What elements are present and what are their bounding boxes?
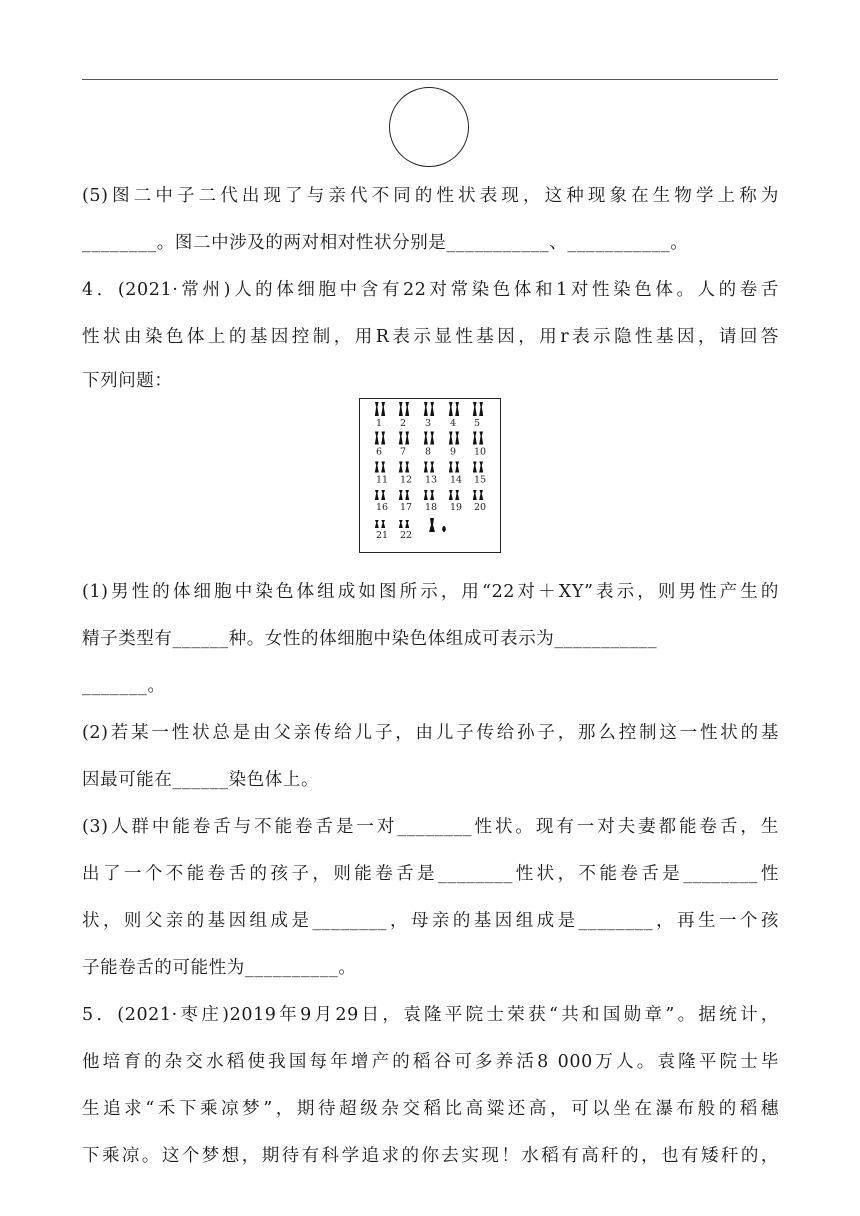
- chromosome-number: 3: [425, 418, 432, 429]
- question-4-1-line-1: (1)男性的体细胞中染色体组成如图所示，用“22对＋XY”表示，则男性产生的: [82, 582, 779, 602]
- chromosome-pair: [449, 462, 459, 473]
- top-rule: [82, 79, 778, 80]
- chromosome-pair: [424, 490, 434, 500]
- chromosome-number: 19: [450, 502, 463, 513]
- chromosome-number: 20: [474, 502, 487, 513]
- chromosome-number: 15: [474, 474, 487, 486]
- question-5-line-2: 他培育的杂交水稻使我国每年增产的稻谷可多养活8 000万人。袁隆平院士毕: [82, 1052, 779, 1072]
- chromosome-number: 9: [450, 446, 457, 458]
- question-4-3-line-3: 状，则父亲的基因组成是________，母亲的基因组成是________，再生一个孩: [82, 911, 779, 931]
- question-5-line-1: 5．(2021·枣庄)2019年9月29日，袁隆平院士荣获“共和国勋章”。据统计，: [82, 1005, 779, 1025]
- blank-circle-figure: [389, 87, 469, 167]
- chromosome-pair: [375, 462, 385, 473]
- chromosome-pair: [375, 490, 385, 500]
- question-4-3-line-4: 子能卷舌的可能性为__________。: [82, 958, 357, 978]
- chromosome-pair: [399, 402, 409, 416]
- chromosome-number: 2: [400, 418, 407, 429]
- question-4-2-line-1: (2)若某一性状总是由父亲传给儿子，由儿子传给孙子，那么控制这一性状的基: [82, 723, 779, 743]
- chromosome-pair: [375, 432, 385, 445]
- chromosome-pair: [449, 432, 459, 445]
- chromosome-number: 18: [425, 502, 438, 513]
- chromosome-number: 14: [450, 474, 463, 486]
- question-4-line-1: 4．(2021·常州)人的体细胞中含有22对常染色体和1对性染色体。人的卷舌: [82, 280, 779, 300]
- chromosome-pair: [424, 462, 434, 473]
- chromosome-number: 12: [400, 474, 413, 486]
- y-chromosome: [442, 526, 446, 532]
- chromosome-number: 16: [376, 502, 389, 513]
- chromosome-number: 21: [376, 530, 389, 541]
- chromosome-pair: [399, 462, 409, 473]
- chromosome-number: 11: [376, 474, 389, 486]
- chromosome-number: 7: [400, 446, 407, 458]
- chromosome-number: 13: [425, 474, 438, 486]
- question-4-3-line-1: (3)人群中能卷舌与不能卷舌是一对________性状。现有一对夫妻都能卷舌，生: [82, 817, 779, 837]
- question-4-line-3: 下列问题：: [82, 371, 173, 391]
- question-4-1-line-2: 精子类型有______种。女性的体细胞中染色体组成可表示为___________: [82, 629, 658, 649]
- chromosome-number: 10: [474, 446, 487, 458]
- text-line-2: ________。图二中涉及的两对相对性状分别是___________、___________。: [82, 233, 689, 253]
- chromosome-number: 1: [376, 418, 383, 429]
- chromosome-pair: [449, 490, 459, 500]
- chromosome-number: 22: [400, 530, 413, 541]
- chromosome-pair: [375, 520, 385, 528]
- question-4-line-2: 性状由染色体上的基因控制，用R表示显性基因，用r表示隐性基因，请回答: [82, 327, 779, 347]
- chromosome-pair: [399, 520, 409, 528]
- chromosome-pair: [473, 462, 483, 473]
- chromosome-number: 4: [450, 418, 457, 429]
- question-4-3-line-2: 出了一个不能卷舌的孩子，则能卷舌是________性状，不能卷舌是________性: [82, 864, 779, 884]
- chromosome-pair: [399, 490, 409, 500]
- chromosome-pair: [473, 490, 483, 500]
- karyotype-figure: [359, 398, 501, 553]
- chromosome-pair: [375, 402, 385, 416]
- chromosome-number: 17: [400, 502, 413, 513]
- chromosome-pair: [399, 432, 409, 445]
- chromosome-pair: [449, 402, 459, 416]
- question-4-2-line-2: 因最可能在______染色体上。: [82, 770, 320, 790]
- chromosome-number: 8: [425, 446, 432, 458]
- question-4-1-line-3: _______。: [82, 676, 166, 696]
- text-line-1: (5)图二中子二代出现了与亲代不同的性状表现，这种现象在生物学上称为: [82, 186, 779, 206]
- chromosome-pair: [424, 432, 434, 445]
- chromosome-pair: [424, 402, 434, 416]
- x-chromosome: [429, 518, 435, 532]
- karyotype-chromosomes: [360, 399, 499, 551]
- chromosome-number: 6: [376, 446, 383, 458]
- chromosome-pair: [473, 432, 483, 445]
- chromosome-number: 5: [474, 418, 481, 429]
- chromosome-pair: [473, 402, 483, 416]
- question-5-line-3: 生追求“禾下乘凉梦”，期待超级杂交稻比高粱还高，可以坐在瀑布般的稻穗: [82, 1099, 779, 1119]
- question-5-line-4: 下乘凉。这个梦想，期待有科学追求的你去实现！水稻有高秆的，也有矮秆的，: [82, 1146, 779, 1166]
